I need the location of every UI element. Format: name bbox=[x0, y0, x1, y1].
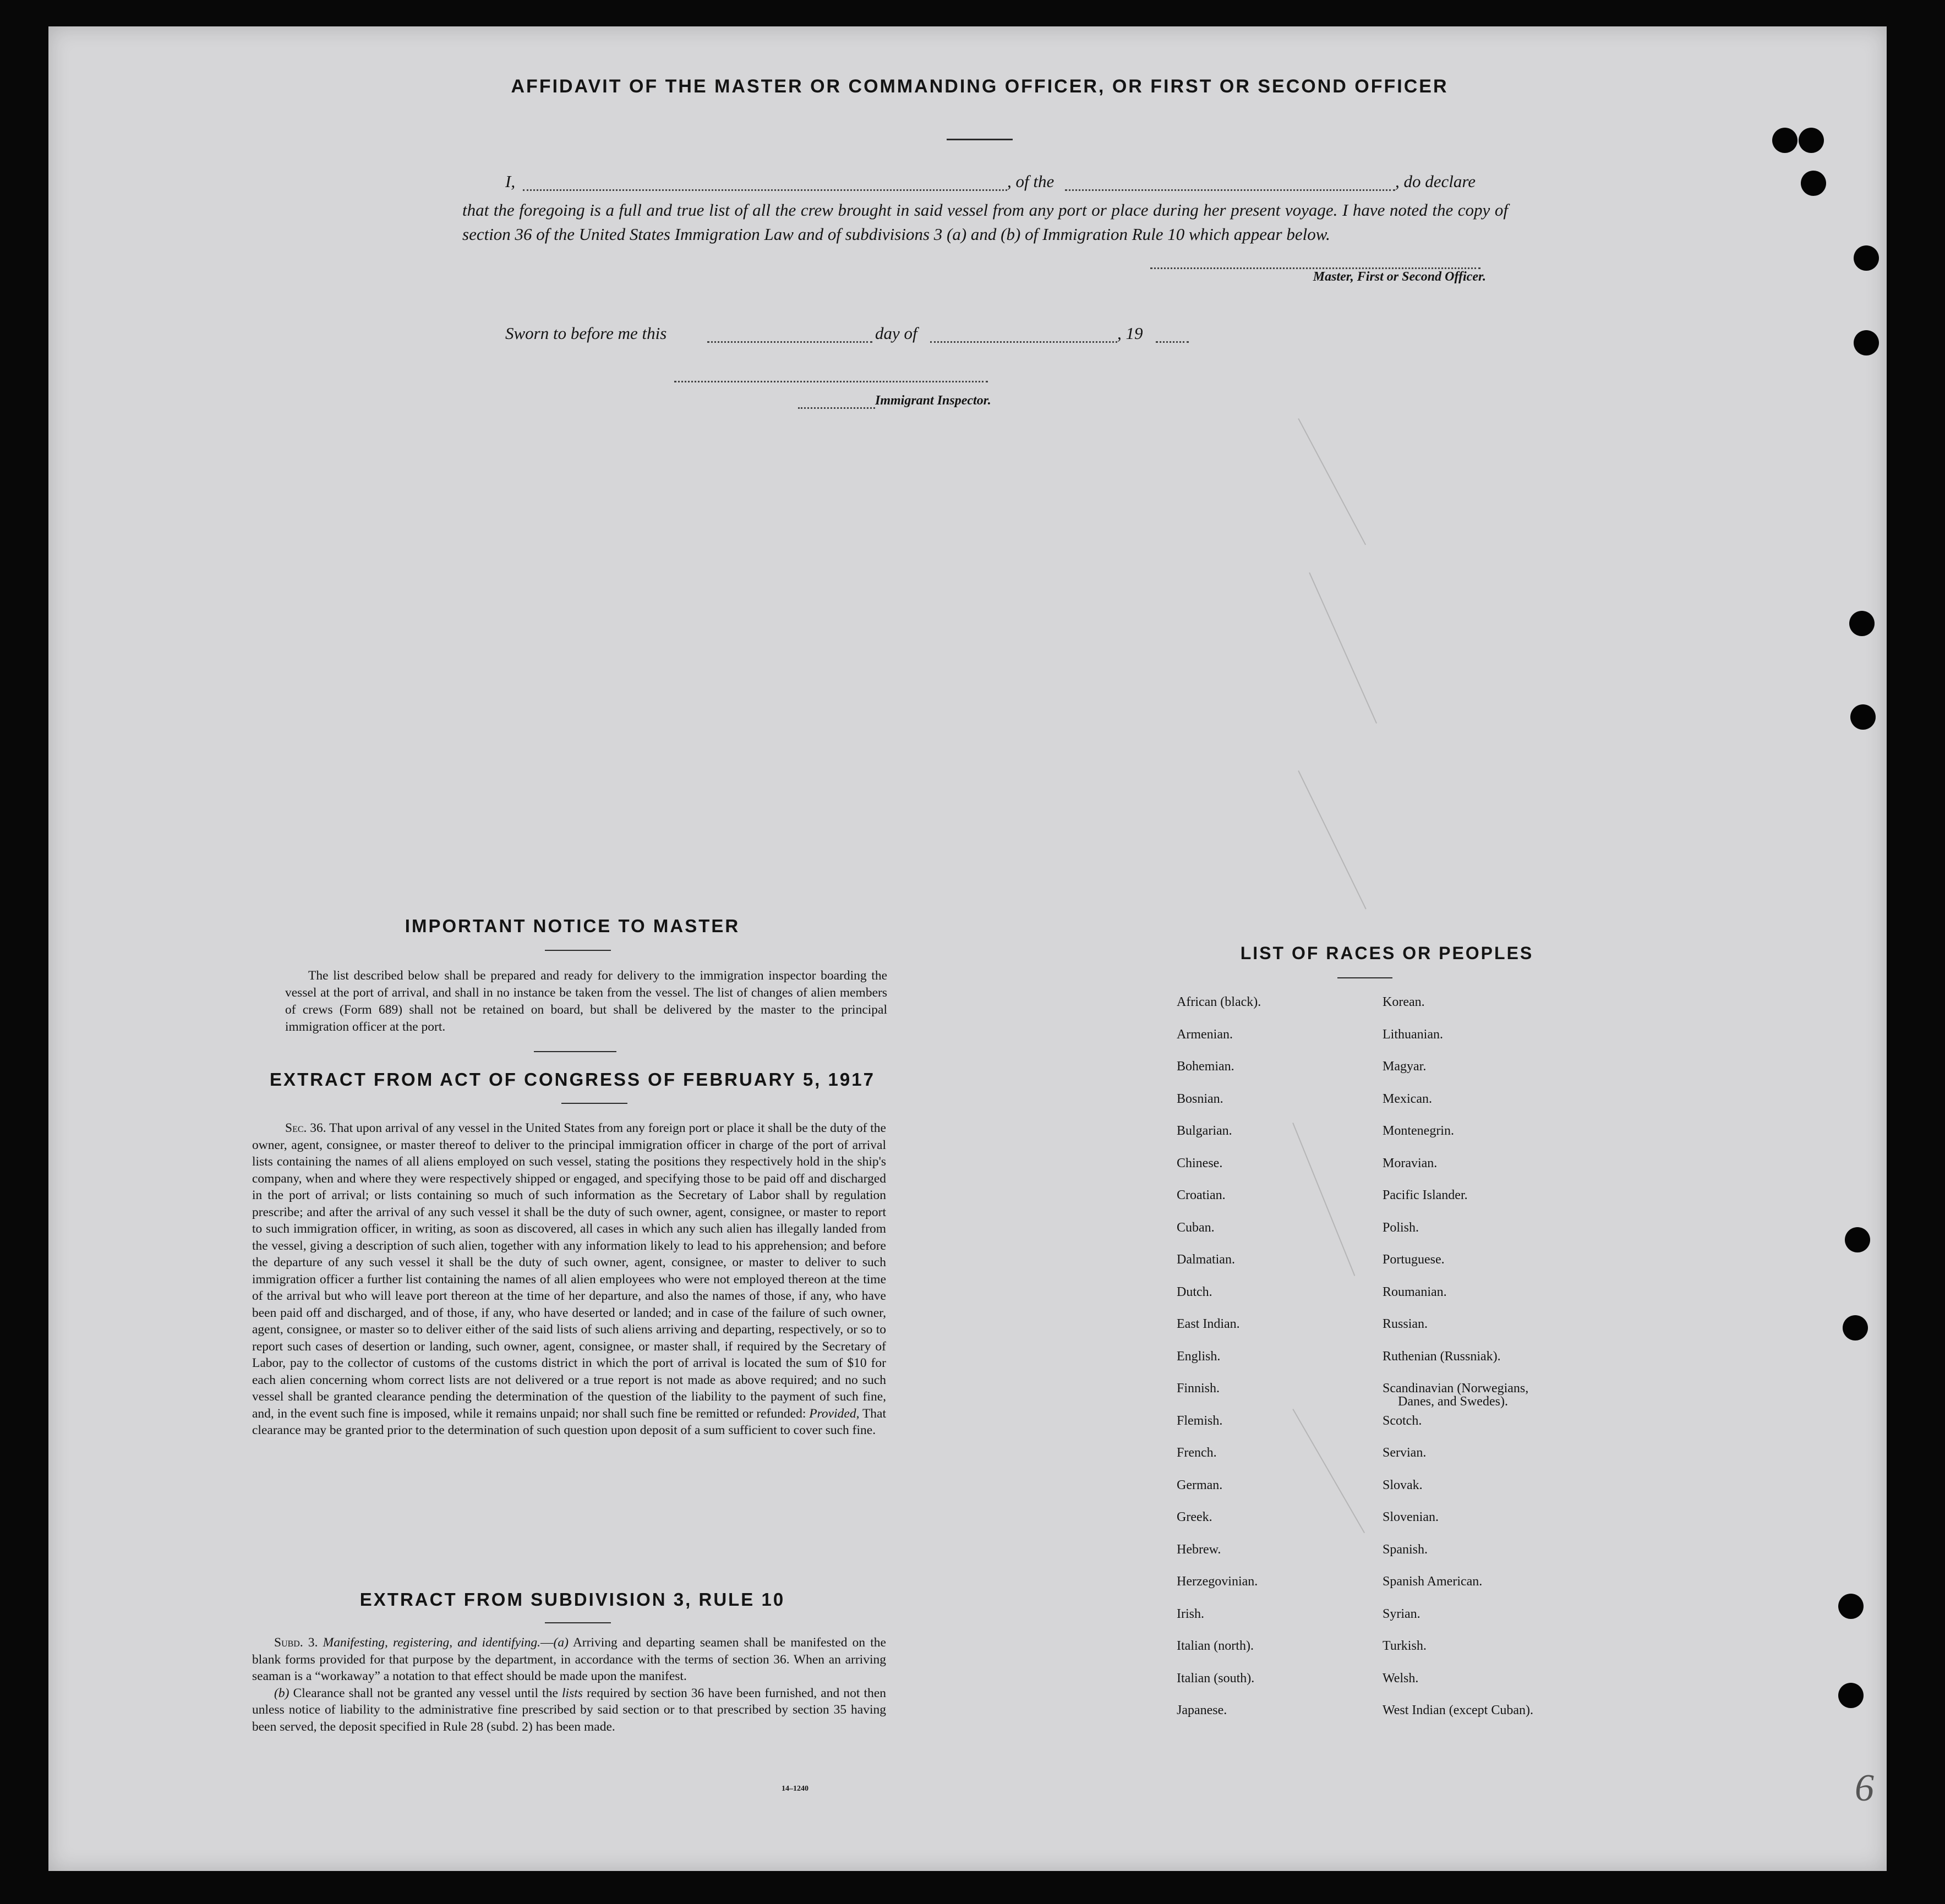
title-divider bbox=[947, 139, 1013, 140]
races-title: LIST OF RACES OR PEOPLES bbox=[1240, 943, 1534, 963]
race-item: Hebrew. bbox=[1177, 1542, 1221, 1557]
race-item: Croatian. bbox=[1177, 1188, 1226, 1202]
race-item: Roumanian. bbox=[1383, 1284, 1447, 1299]
subd-b-text-2: required by section 36 have been furnished, and not then unless notice of liability to the administrative fine prescribed by said section or to that prescribed by section 35 having been served, the deposit specified in Rule 28 (subd. 2) has been made. bbox=[252, 1686, 887, 1734]
vessel-name-field[interactable] bbox=[1065, 189, 1395, 191]
year-label: , 19 bbox=[1117, 324, 1143, 343]
race-item: Slovak. bbox=[1383, 1478, 1423, 1492]
race-item: Montenegrin. bbox=[1383, 1124, 1454, 1138]
notice-text: The list described below shall be prepared and ready for delivery to the immigration inspector boarding the vessel at the port of arrival, and shall in no instance be taken from the vessel. The list of changes of alien members of crews (Form 689) shall not be retained on board, but shall be delivered by the master to the principal immigration officer at the port. bbox=[285, 969, 887, 1034]
race-item: German. bbox=[1177, 1478, 1223, 1492]
inspector-signature-field[interactable] bbox=[674, 381, 988, 382]
race-item: Danes, and Swedes). bbox=[1398, 1394, 1508, 1409]
form-number: 14–1240 bbox=[782, 1785, 808, 1793]
race-item: Chinese. bbox=[1177, 1156, 1223, 1170]
inspector-label: Immigrant Inspector. bbox=[875, 393, 991, 408]
punch-hole bbox=[1854, 245, 1879, 271]
sworn-day-field[interactable] bbox=[707, 341, 872, 343]
sworn-year-field[interactable] bbox=[1156, 341, 1189, 343]
race-item: Cuban. bbox=[1177, 1220, 1215, 1235]
affidavit-i-label: I, bbox=[505, 172, 516, 191]
race-item: Portuguese. bbox=[1383, 1252, 1445, 1267]
race-item: Dalmatian. bbox=[1177, 1252, 1235, 1267]
race-item: Armenian. bbox=[1177, 1027, 1233, 1042]
title-divider bbox=[545, 1622, 611, 1623]
race-item: Bohemian. bbox=[1177, 1059, 1234, 1074]
punch-hole bbox=[1838, 1683, 1864, 1708]
race-item: Korean. bbox=[1383, 995, 1425, 1009]
race-item: Servian. bbox=[1383, 1446, 1427, 1460]
affidavit-of-the-label: , of the bbox=[1007, 172, 1055, 191]
race-item: Russian. bbox=[1383, 1317, 1428, 1331]
act-section-36-text bbox=[252, 1120, 886, 1439]
sworn-month-field[interactable] bbox=[930, 341, 1117, 343]
race-item: Spanish. bbox=[1383, 1542, 1428, 1557]
race-item: Bosnian. bbox=[1177, 1091, 1223, 1106]
act-text-end: That clearance may be granted prior to the determination of such question upon deposit of a sum sufficient to cover such fine. bbox=[252, 1406, 887, 1437]
race-item: Scandinavian (Norwegians, bbox=[1383, 1381, 1529, 1396]
sec-label: Sec. 36. bbox=[285, 1121, 326, 1135]
provided-label: Provided, bbox=[809, 1406, 860, 1421]
subd-b-label: (b) bbox=[274, 1686, 289, 1700]
signature-field[interactable] bbox=[1150, 267, 1480, 269]
race-item: Syrian. bbox=[1383, 1606, 1420, 1621]
punch-hole bbox=[1801, 171, 1826, 196]
race-item: Moravian. bbox=[1383, 1156, 1438, 1170]
sworn-label: Sworn to before me this bbox=[505, 324, 667, 343]
punch-hole bbox=[1838, 1594, 1864, 1619]
race-item: Welsh. bbox=[1383, 1671, 1419, 1686]
race-item: Ruthenian (Russniak). bbox=[1383, 1349, 1501, 1364]
race-item: Scotch. bbox=[1383, 1413, 1422, 1428]
punch-hole bbox=[1845, 1227, 1870, 1252]
subd-heading: Manifesting, registering, and identifying. bbox=[323, 1635, 541, 1650]
race-item: Spanish American. bbox=[1383, 1574, 1483, 1589]
master-name-field[interactable] bbox=[523, 189, 1007, 191]
punch-hole bbox=[1772, 128, 1798, 153]
race-item: Flemish. bbox=[1177, 1413, 1223, 1428]
race-item: Finnish. bbox=[1177, 1381, 1220, 1396]
inspector-lead-dots bbox=[798, 407, 875, 409]
race-item: West Indian (except Cuban). bbox=[1383, 1703, 1533, 1717]
affidavit-declare-label: , do declare bbox=[1395, 172, 1476, 191]
subd-a-text: Arriving and departing seamen shall be manifested on the blank forms provided for that purpose by the department, in accordance with the terms of section 36. When an arriving seaman is a “workaway” a notation to that effect should be made upon the manifest. bbox=[252, 1635, 886, 1683]
race-item: French. bbox=[1177, 1446, 1217, 1460]
race-item: East Indian. bbox=[1177, 1317, 1240, 1331]
race-item: Slovenian. bbox=[1383, 1510, 1439, 1524]
subdivision-text bbox=[252, 1634, 886, 1735]
subdivision-b bbox=[252, 1685, 886, 1736]
race-item: Bulgarian. bbox=[1177, 1124, 1232, 1138]
race-item: Pacific Islander. bbox=[1383, 1188, 1468, 1202]
race-item: Magyar. bbox=[1383, 1059, 1427, 1074]
margin-handwritten-mark: 6 bbox=[1855, 1767, 1874, 1809]
signature-label: Master, First or Second Officer. bbox=[1313, 270, 1486, 284]
act-text-body: That upon arrival of any vessel in the United States from any foreign port or place it shall be the duty of the owner, agent, consignee, or master thereof to deliver to the principal immigration officer in charge of the port of arrival lists containing the names of all aliens employed on such vessel, stating the positions they respectively hold in the ship's company, when and where they were respectively shipped or engaged, and specifying those to be paid off and discharged in the port of arrival; or lists containing so much of such information as the Secretary of Labor shall by regulation prescribe; and after the arrival of any such vessel it shall be the duty of such owner, agent, consignee, or master to report to such immigration officer, in writing, as soon as discovered, all cases in which any such alien has illegally landed from the vessel, giving a description of such alien, together with any information likely to lead to his apprehension; and before the departure of any such vessel it shall be the duty of such owner, agent, consignee, or master to deliver to such immigration officer a further list containing the names of all alien employees who were not employed thereon at the time of the arrival but who will leave port thereon at the time of her departure, and also the names of those, if any, who have been paid off and discharged, and of those, if any, who have deserted or landed; and in case of the failure of such owner, agent, consignee, or master so to deliver either of the said lists of such aliens arriving and departing, respectively, or so to report such cases of desertion or landing, such owner, agent, consignee, or master shall, if required by the Secretary of Labor, pay to the collector of customs of the customs district in which the port of arrival is located the sum of $10 for each alien concerning whom correct lists are not delivered or a true report is not made as above required; and no such vessel shall be granted clearance pending the determination of the question of the liability to the payment of such fine, and, in the event such fine is imposed, while it remains unpaid; nor shall such fine be remitted or refunded: bbox=[252, 1121, 886, 1421]
punch-hole bbox=[1849, 611, 1875, 636]
day-of-label: day of bbox=[875, 324, 917, 343]
subdivision-title: EXTRACT FROM SUBDIVISION 3, RULE 10 bbox=[359, 1589, 785, 1610]
race-item: Polish. bbox=[1383, 1220, 1419, 1235]
race-item: Italian (south). bbox=[1177, 1671, 1255, 1686]
section-divider bbox=[534, 1051, 616, 1052]
affidavit-title: AFFIDAVIT OF THE MASTER OR COMMANDING OFFICER, OR FIRST OR SECOND OFFICER bbox=[511, 76, 1449, 97]
race-item: Lithuanian. bbox=[1383, 1027, 1443, 1042]
punch-hole bbox=[1850, 704, 1876, 730]
subd-a-label: (a) bbox=[553, 1635, 569, 1650]
act-title: EXTRACT FROM ACT OF CONGRESS OF FEBRUARY 5, 1917 bbox=[270, 1069, 875, 1090]
race-item: African (black). bbox=[1177, 995, 1261, 1009]
race-item: Herzegovinian. bbox=[1177, 1574, 1258, 1589]
punch-hole bbox=[1854, 330, 1879, 355]
subd-b-lists: lists bbox=[562, 1686, 583, 1700]
race-item: Turkish. bbox=[1383, 1639, 1427, 1653]
race-item: Japanese. bbox=[1177, 1703, 1227, 1717]
race-item: Greek. bbox=[1177, 1510, 1212, 1524]
race-item: Italian (north). bbox=[1177, 1639, 1254, 1653]
race-item: Mexican. bbox=[1383, 1091, 1432, 1106]
subd-b-text-1: Clearance shall not be granted any vessel until the bbox=[293, 1686, 558, 1700]
punch-hole bbox=[1799, 128, 1824, 153]
title-divider bbox=[1337, 977, 1392, 978]
subdivision-a: Subd. 3. Manifesting, registering, and identifying.—(a) Arriving and departing seamen shall be manifested on the blank forms provided for that purpose by the department, in accordance with the terms of section 36. When an arriving seaman is a “workaway” a notation to that effect should be made upon the manifest. bbox=[252, 1635, 886, 1683]
punch-hole bbox=[1843, 1315, 1868, 1341]
race-item: English. bbox=[1177, 1349, 1221, 1364]
title-divider bbox=[561, 1103, 627, 1104]
subd-label: Subd. 3. bbox=[274, 1635, 318, 1650]
race-item: Dutch. bbox=[1177, 1284, 1212, 1299]
affidavit-body: that the foregoing is a full and true list of all the crew brought in said vessel from any port or place during her present voyage. I have noted the copy of section 36 of the United States Immigration Law and of subdivisions 3 (a) and (b) of Immigration Rule 10 which appear below. bbox=[462, 200, 1508, 244]
title-divider bbox=[545, 950, 611, 951]
race-item: Irish. bbox=[1177, 1606, 1204, 1621]
notice-title: IMPORTANT NOTICE TO MASTER bbox=[405, 916, 740, 936]
